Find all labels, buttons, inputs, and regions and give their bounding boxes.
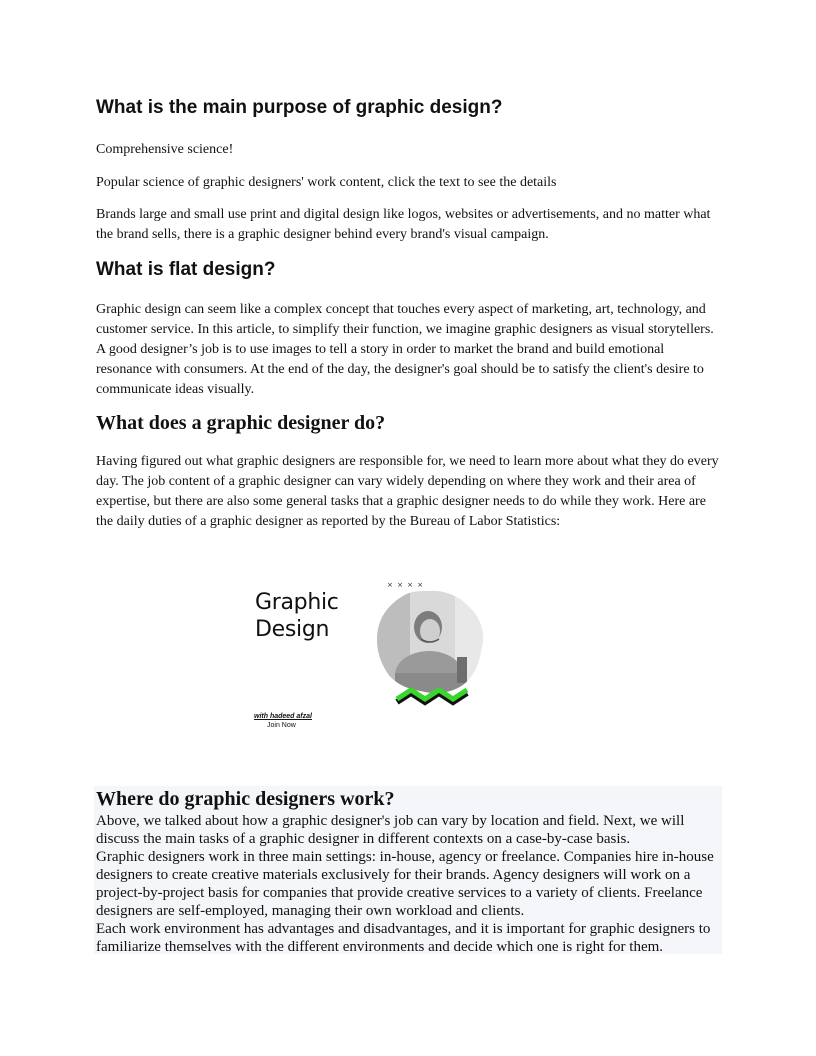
graphic-design-promo-image bbox=[245, 577, 495, 737]
promo-title: Graphic Design bbox=[255, 590, 339, 642]
join-now-button[interactable]: Join Now bbox=[267, 722, 296, 729]
heading-flat-design: What is flat design? bbox=[96, 259, 276, 280]
promo-x-marks: × × × × bbox=[387, 581, 425, 589]
paragraph-popular-science[interactable]: Popular science of graphic designers' work content, click the text to see the details bbox=[96, 175, 557, 190]
promo-subtitle: with hadeed afzal bbox=[254, 713, 312, 720]
paragraph-work-intro: Above, we talked about how a graphic designer's job can vary by location and field. Next, we will discuss the main tasks of a graphic designer in different contexts on a case-by-case basis. bbox=[96, 813, 685, 847]
where-designers-work-section bbox=[94, 786, 722, 954]
heading-where-designers-work: Where do graphic designers work? bbox=[96, 788, 395, 810]
paragraph-comprehensive-science: Comprehensive science! bbox=[96, 142, 234, 157]
paragraph-work-environment: Each work environment has advantages and disadvantages, and it is important for graphic designers to familiarize themselves with the different environments and decide which one is right for them. bbox=[96, 921, 711, 955]
heading-what-designer-does: What does a graphic designer do? bbox=[96, 412, 386, 434]
paragraph-work-settings: Graphic designers work in three main settings: in-house, agency or freelance. Companies hire in-house designers to create creative materials exclusively for their brands. Agency designers will work on a project-by-project basis for companies that provide creative services to a variety of clients. Freelance designers are self-employed, managing their own workload and clients. bbox=[96, 849, 714, 919]
paragraph-designer-duties: Having figured out what graphic designers are responsible for, we need to learn more about what they do every day. The job content of a graphic designer can vary widely depending on where they work and their area of expertise, but there are also some general tasks that a graphic designer needs to do while they work. Here are the daily duties of a graphic designer as reported by the Bureau of Labor Statistics: bbox=[96, 454, 719, 529]
paragraph-brands: Brands large and small use print and digital design like logos, websites or advertisements, and no matter what the brand sells, there is a graphic designer behind every brand's visual campaign. bbox=[96, 207, 711, 242]
paragraph-flat-design: Graphic design can seem like a complex concept that touches every aspect of marketing, art, technology, and customer service. In this article, to simplify their function, we imagine graphic designers as visual storytellers. A good designer’s job is to use images to tell a story in order to market the brand and build emotional resonance with consumers. At the end of the day, the designer's goal should be to satisfy the client's desire to communicate ideas visually. bbox=[96, 302, 714, 397]
heading-main-purpose: What is the main purpose of graphic design? bbox=[96, 97, 503, 118]
